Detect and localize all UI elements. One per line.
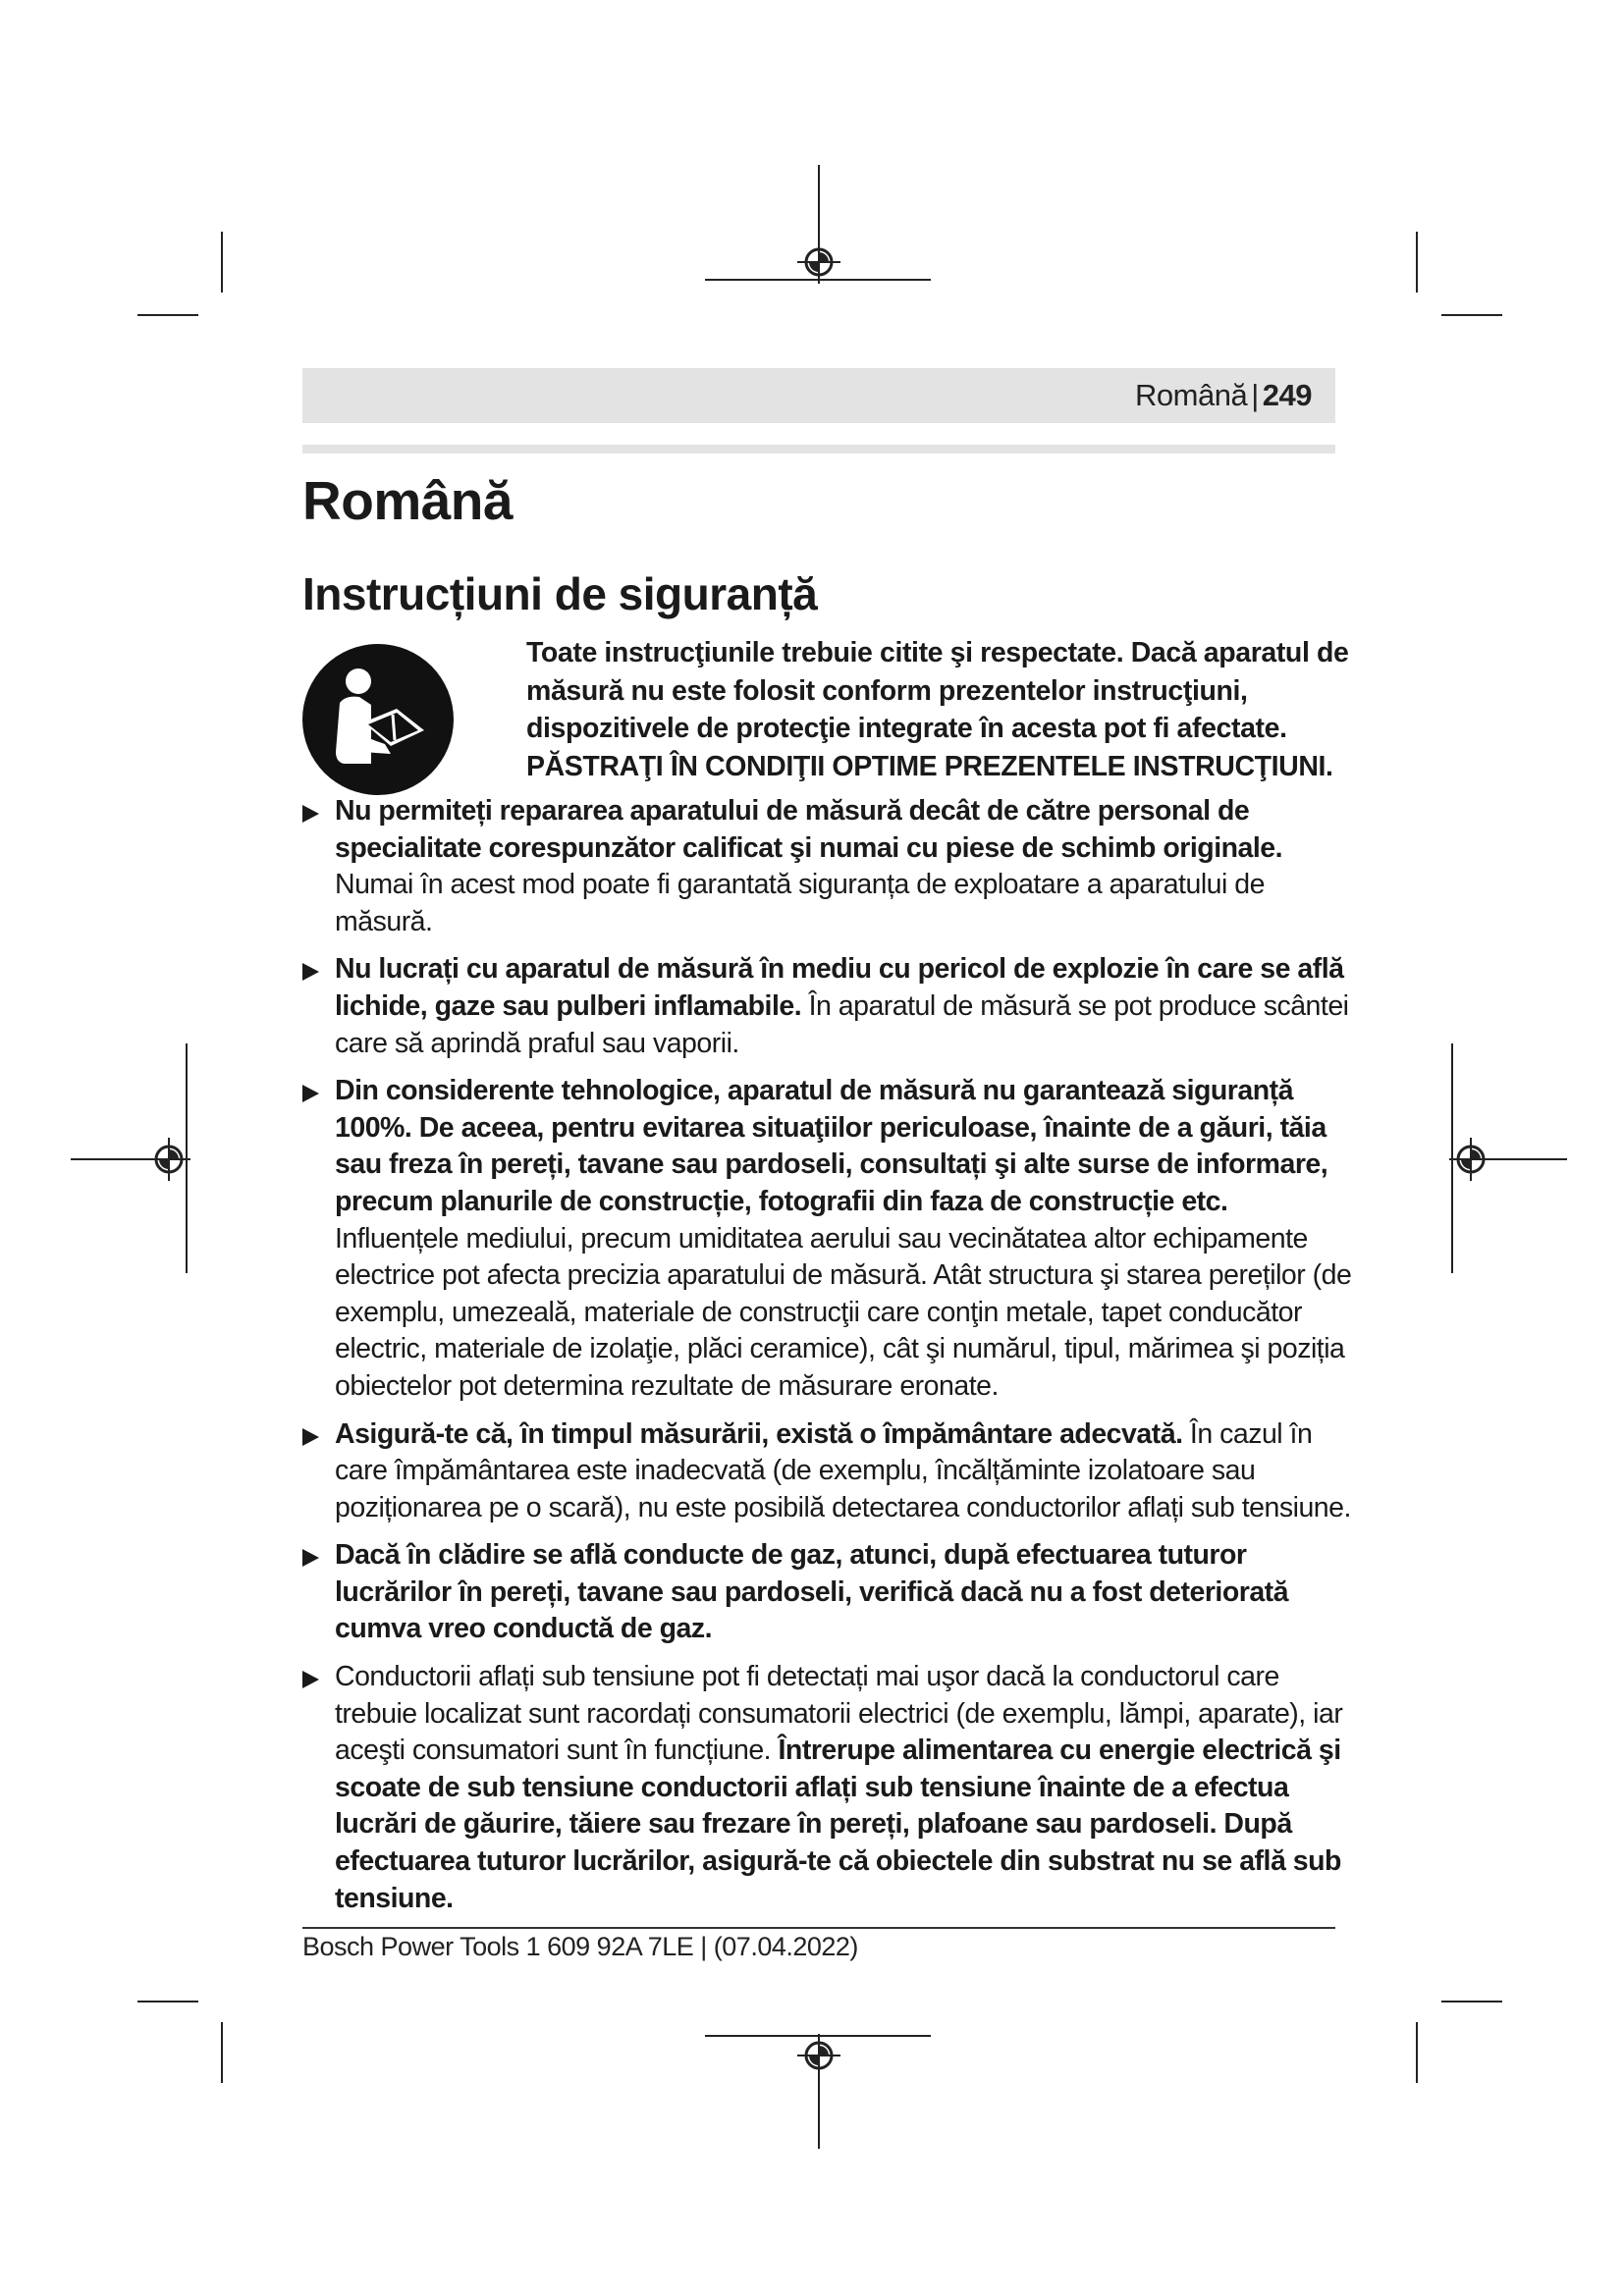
bullet-normal-text: Conductorii aflați sub tensiune pot fi detectați mai uşor dacă la conductorul care trebuie localizat sunt racordați consumatorii electrici (de exemplu, lămpi, aparate), iar aceşti consumatori sunt în funcțiune.: [335, 1661, 1343, 1767]
bullet-bold-text: Dacă în clădire se află conducte de gaz, atunci, după efectuarea tuturor lucrărilor în pereți, tavane sau pardoseli, verifică dacă nu a fost deteriorată cumva vreo conductă de gaz.: [335, 1539, 1289, 1645]
header-text: [1135, 378, 1312, 413]
bullet-bold-text: Din considerente tehnologice, aparatul de măsură nu garantează siguranță 100%. De aceea, pentru evitarea situaţiilor periculoase, înainte de a găuri, tăia sau freza în pereți, tavane sau pardoseli, consultați şi alte surse de informare, precum planurile de construcție, fotografii din faza de construcție etc.: [335, 1075, 1328, 1217]
bullet-normal-text: În cazul în care împământarea este inadecvată (de exemplu, încălțăminte izolatoare sau poziționarea pe o scară), nu este posibilă detectarea conductorilor aflați sub tensiune.: [335, 1417, 1351, 1523]
crop-mark-bottom-right-v: [1416, 2022, 1418, 2083]
intro-line: dispozitivele de protecţie integrate în acesta pot fi afectate.: [526, 713, 1287, 744]
header-section: Română: [1135, 378, 1248, 412]
list-item: [302, 1073, 1355, 1405]
intro-line: măsură nu este folosit conform prezentelor instrucţiuni,: [526, 674, 1248, 707]
bullet-bold-text: Întrerupe alimentarea cu energie electrică şi scoate de sub tensiune conductorii aflați sub tensiune înainte de a efectua lucrări de găurire, tăiere sau frezare în pereți, plafoane sau pardoseli. După efectuarea tuturor lucrărilor, asigură-te că obiectele din substrat nu se află sub tensiune.: [335, 1735, 1341, 1914]
safety-intro: [526, 634, 1349, 785]
read-manual-icon: [302, 644, 454, 795]
bullet-arrow-icon: [302, 963, 319, 981]
registration-mark-bottom-icon: [797, 2034, 840, 2077]
bullet-bold-text: Nu permiteți repararea aparatului de măsură decât de către personal de specialitate corespunzător calificat şi numai cu piese de schimb originale.: [335, 795, 1283, 864]
bullet-normal-text: Influențele mediului, precum umiditatea aerului sau vecinătatea altor echipamente electrice pot afecta precizia aparatului de măsură. Atât structura şi starea pereților (de exemplu, umezeală, materiale de construcţii care conţin metale, tapet conducător electric, materiale de izolaţie, plăci ceramice), cât şi numărul, tipul, mărimea şi poziția obiectelor pot determina rezultate de măsurare eronate.: [335, 1222, 1352, 1402]
list-item: [302, 951, 1355, 1062]
header-rule: [302, 445, 1335, 454]
bullet-bold-text: Asigură-te că, în timpul măsurării, există o împământare adecvată.: [335, 1417, 1183, 1450]
page-title: Română: [302, 470, 513, 531]
page-footer: Bosch Power Tools 1 609 92A 7LE | (07.04.2022): [302, 1932, 858, 1961]
crop-mark-bottom-right-h: [1441, 2001, 1502, 2002]
crop-mark-bottom-left-v: [221, 2022, 223, 2083]
safety-instructions-list: [302, 793, 1355, 1928]
footer-rule: [302, 1927, 1335, 1929]
list-item: [302, 1416, 1355, 1527]
list-item: [302, 1537, 1355, 1648]
bullet-arrow-icon: [302, 805, 319, 823]
crop-mark-top-right-v: [1416, 232, 1418, 293]
registration-mark-left-icon: [147, 1138, 190, 1181]
bullet-normal-text: În aparatul de măsură se pot produce scântei care să aprindă praful sau vaporii.: [335, 989, 1349, 1059]
section-title: Instrucțiuni de siguranță: [302, 568, 818, 619]
bullet-normal-text: Numai în acest mod poate fi garantată siguranța de exploatare a aparatului de măsură.: [335, 869, 1265, 937]
crop-mark-top-left-v: [221, 232, 223, 293]
bullet-arrow-icon: [302, 1428, 319, 1446]
list-item: [302, 793, 1355, 940]
bullet-bold-text: Nu lucrați cu aparatul de măsură în mediu cu pericol de explozie în care se află lichide, gaze sau pulberi inflamabile.: [335, 953, 1344, 1022]
list-item: [302, 1659, 1355, 1917]
crop-mark-bottom-left-h: [137, 2001, 198, 2002]
intro-line: PĂSTRAŢI ÎN CONDIŢII OPTIME PREZENTELE INSTRUCŢIUNI.: [526, 750, 1333, 782]
registration-mark-right-icon: [1449, 1138, 1492, 1181]
bullet-arrow-icon: [302, 1671, 319, 1688]
crop-mark-top-left-h: [137, 314, 198, 316]
page-number: 249: [1262, 378, 1312, 412]
registration-mark-top-icon: [797, 240, 840, 284]
header-separator: |: [1251, 378, 1259, 412]
bullet-arrow-icon: [302, 1085, 319, 1102]
crop-mark-top-right-h: [1441, 314, 1502, 316]
intro-line: Toate instrucţiunile trebuie citite şi respectate. Dacă aparatul de: [526, 637, 1349, 668]
page-header: [302, 368, 1335, 423]
bullet-arrow-icon: [302, 1549, 319, 1567]
